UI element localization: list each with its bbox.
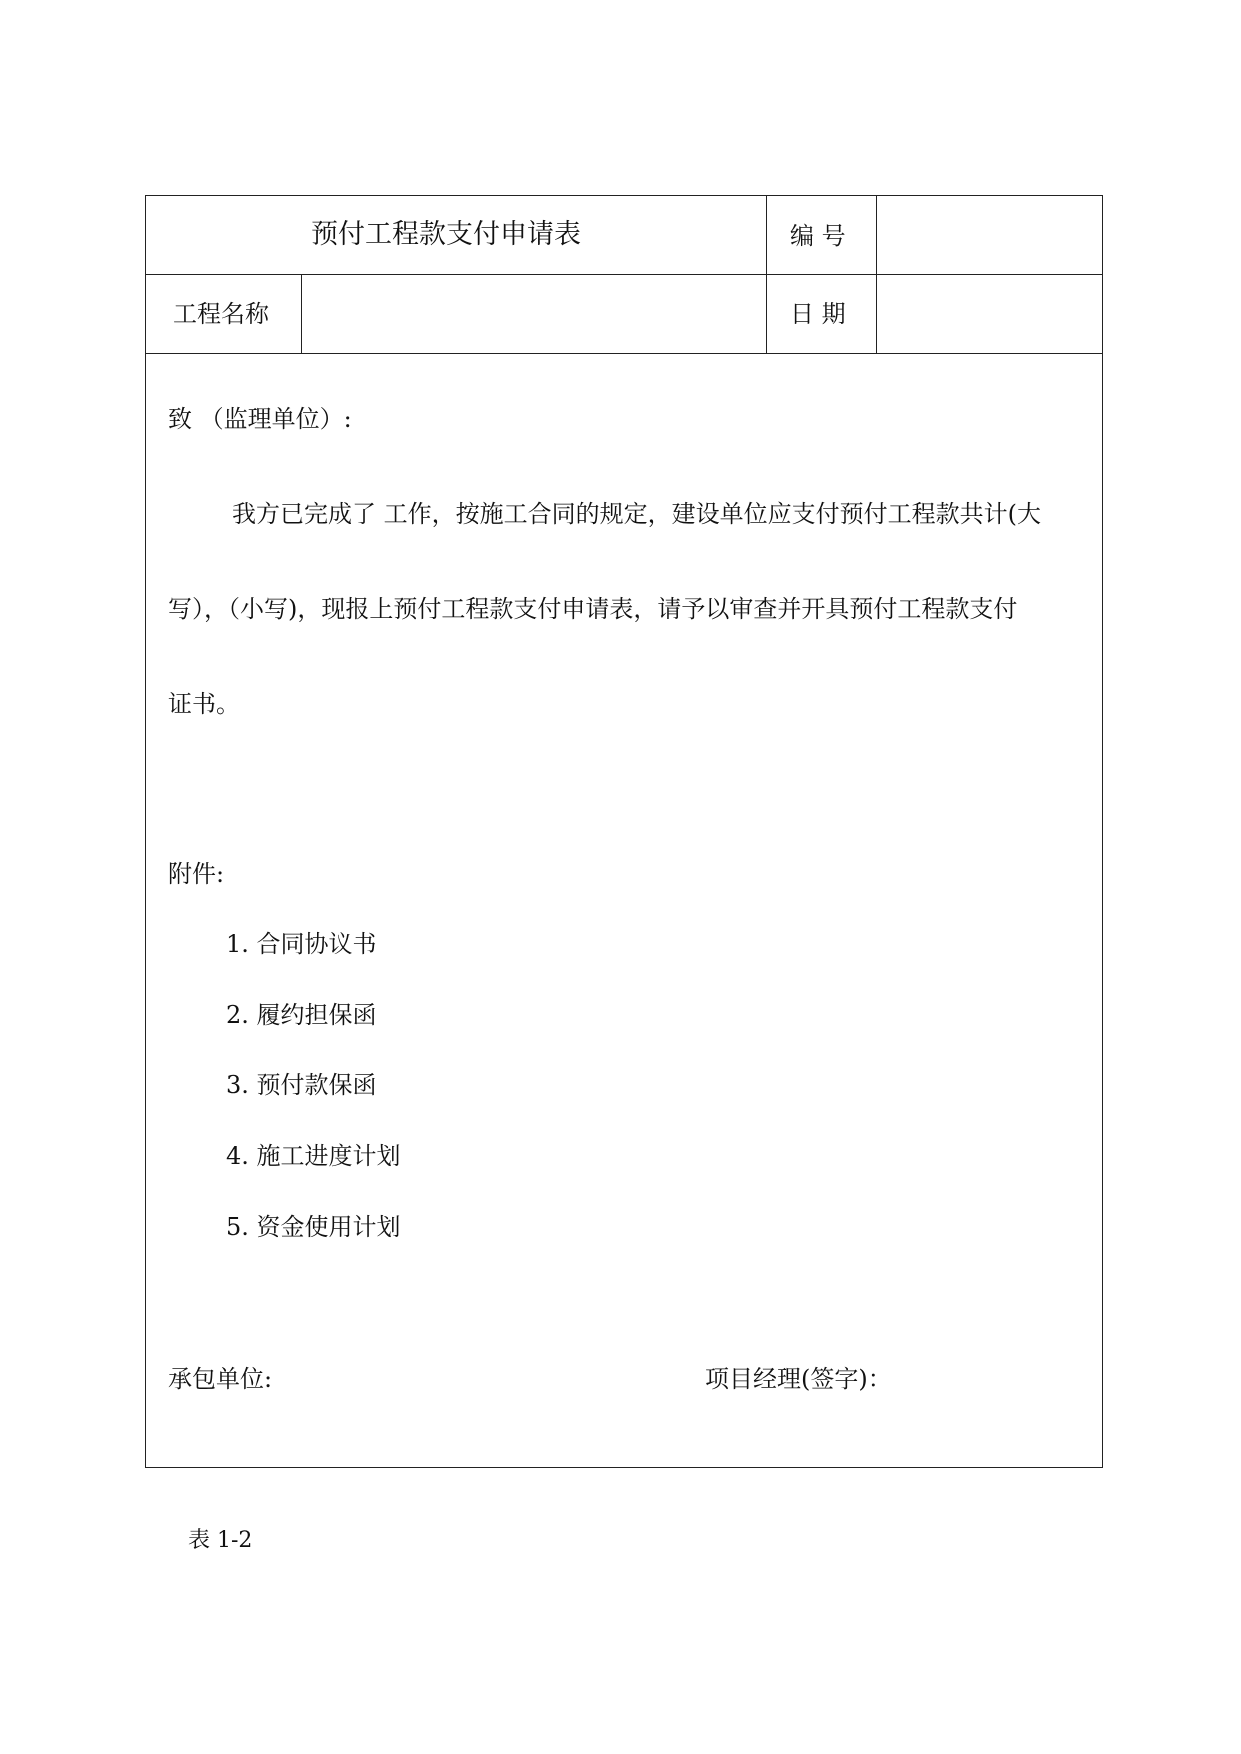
column-divider-number bbox=[766, 196, 767, 353]
attachment-item: 3. 预付款保函 bbox=[226, 1071, 377, 1099]
recipient-line: 致 （监理单位）: bbox=[168, 405, 352, 433]
attachment-item: 4. 施工进度计划 bbox=[226, 1142, 401, 1170]
request-paragraph-line-3: 证书。 bbox=[168, 690, 240, 718]
table-number-note: 表 1-2 bbox=[188, 1528, 253, 1553]
attachment-item: 5. 资金使用计划 bbox=[226, 1213, 401, 1241]
row-divider-2 bbox=[146, 353, 1102, 354]
contractor-label: 承包单位: bbox=[168, 1365, 273, 1393]
project-manager-signature-label: 项目经理(签字)： bbox=[705, 1365, 892, 1393]
request-paragraph-line-1: 我方已完成了 工作，按施工合同的规定，建设单位应支付预付工程款共计(大 bbox=[232, 500, 1041, 528]
date-label: 日 期 bbox=[790, 300, 846, 328]
row-divider-1 bbox=[146, 274, 1102, 275]
request-paragraph-line-2: 写），（小写)，现报上预付工程款支付申请表，请予以审查并开具预付工程款支付 bbox=[168, 595, 1018, 623]
attachment-item: 2. 履约担保函 bbox=[226, 1001, 377, 1029]
payment-application-form bbox=[145, 195, 1103, 1468]
form-title: 预付工程款支付申请表 bbox=[311, 219, 581, 250]
project-name-label: 工程名称 bbox=[173, 300, 269, 328]
column-divider-value bbox=[876, 196, 877, 353]
column-divider-project-name bbox=[301, 274, 302, 353]
attachments-label: 附件: bbox=[168, 860, 225, 888]
attachment-item: 1. 合同协议书 bbox=[226, 930, 377, 958]
number-label: 编 号 bbox=[790, 222, 846, 250]
